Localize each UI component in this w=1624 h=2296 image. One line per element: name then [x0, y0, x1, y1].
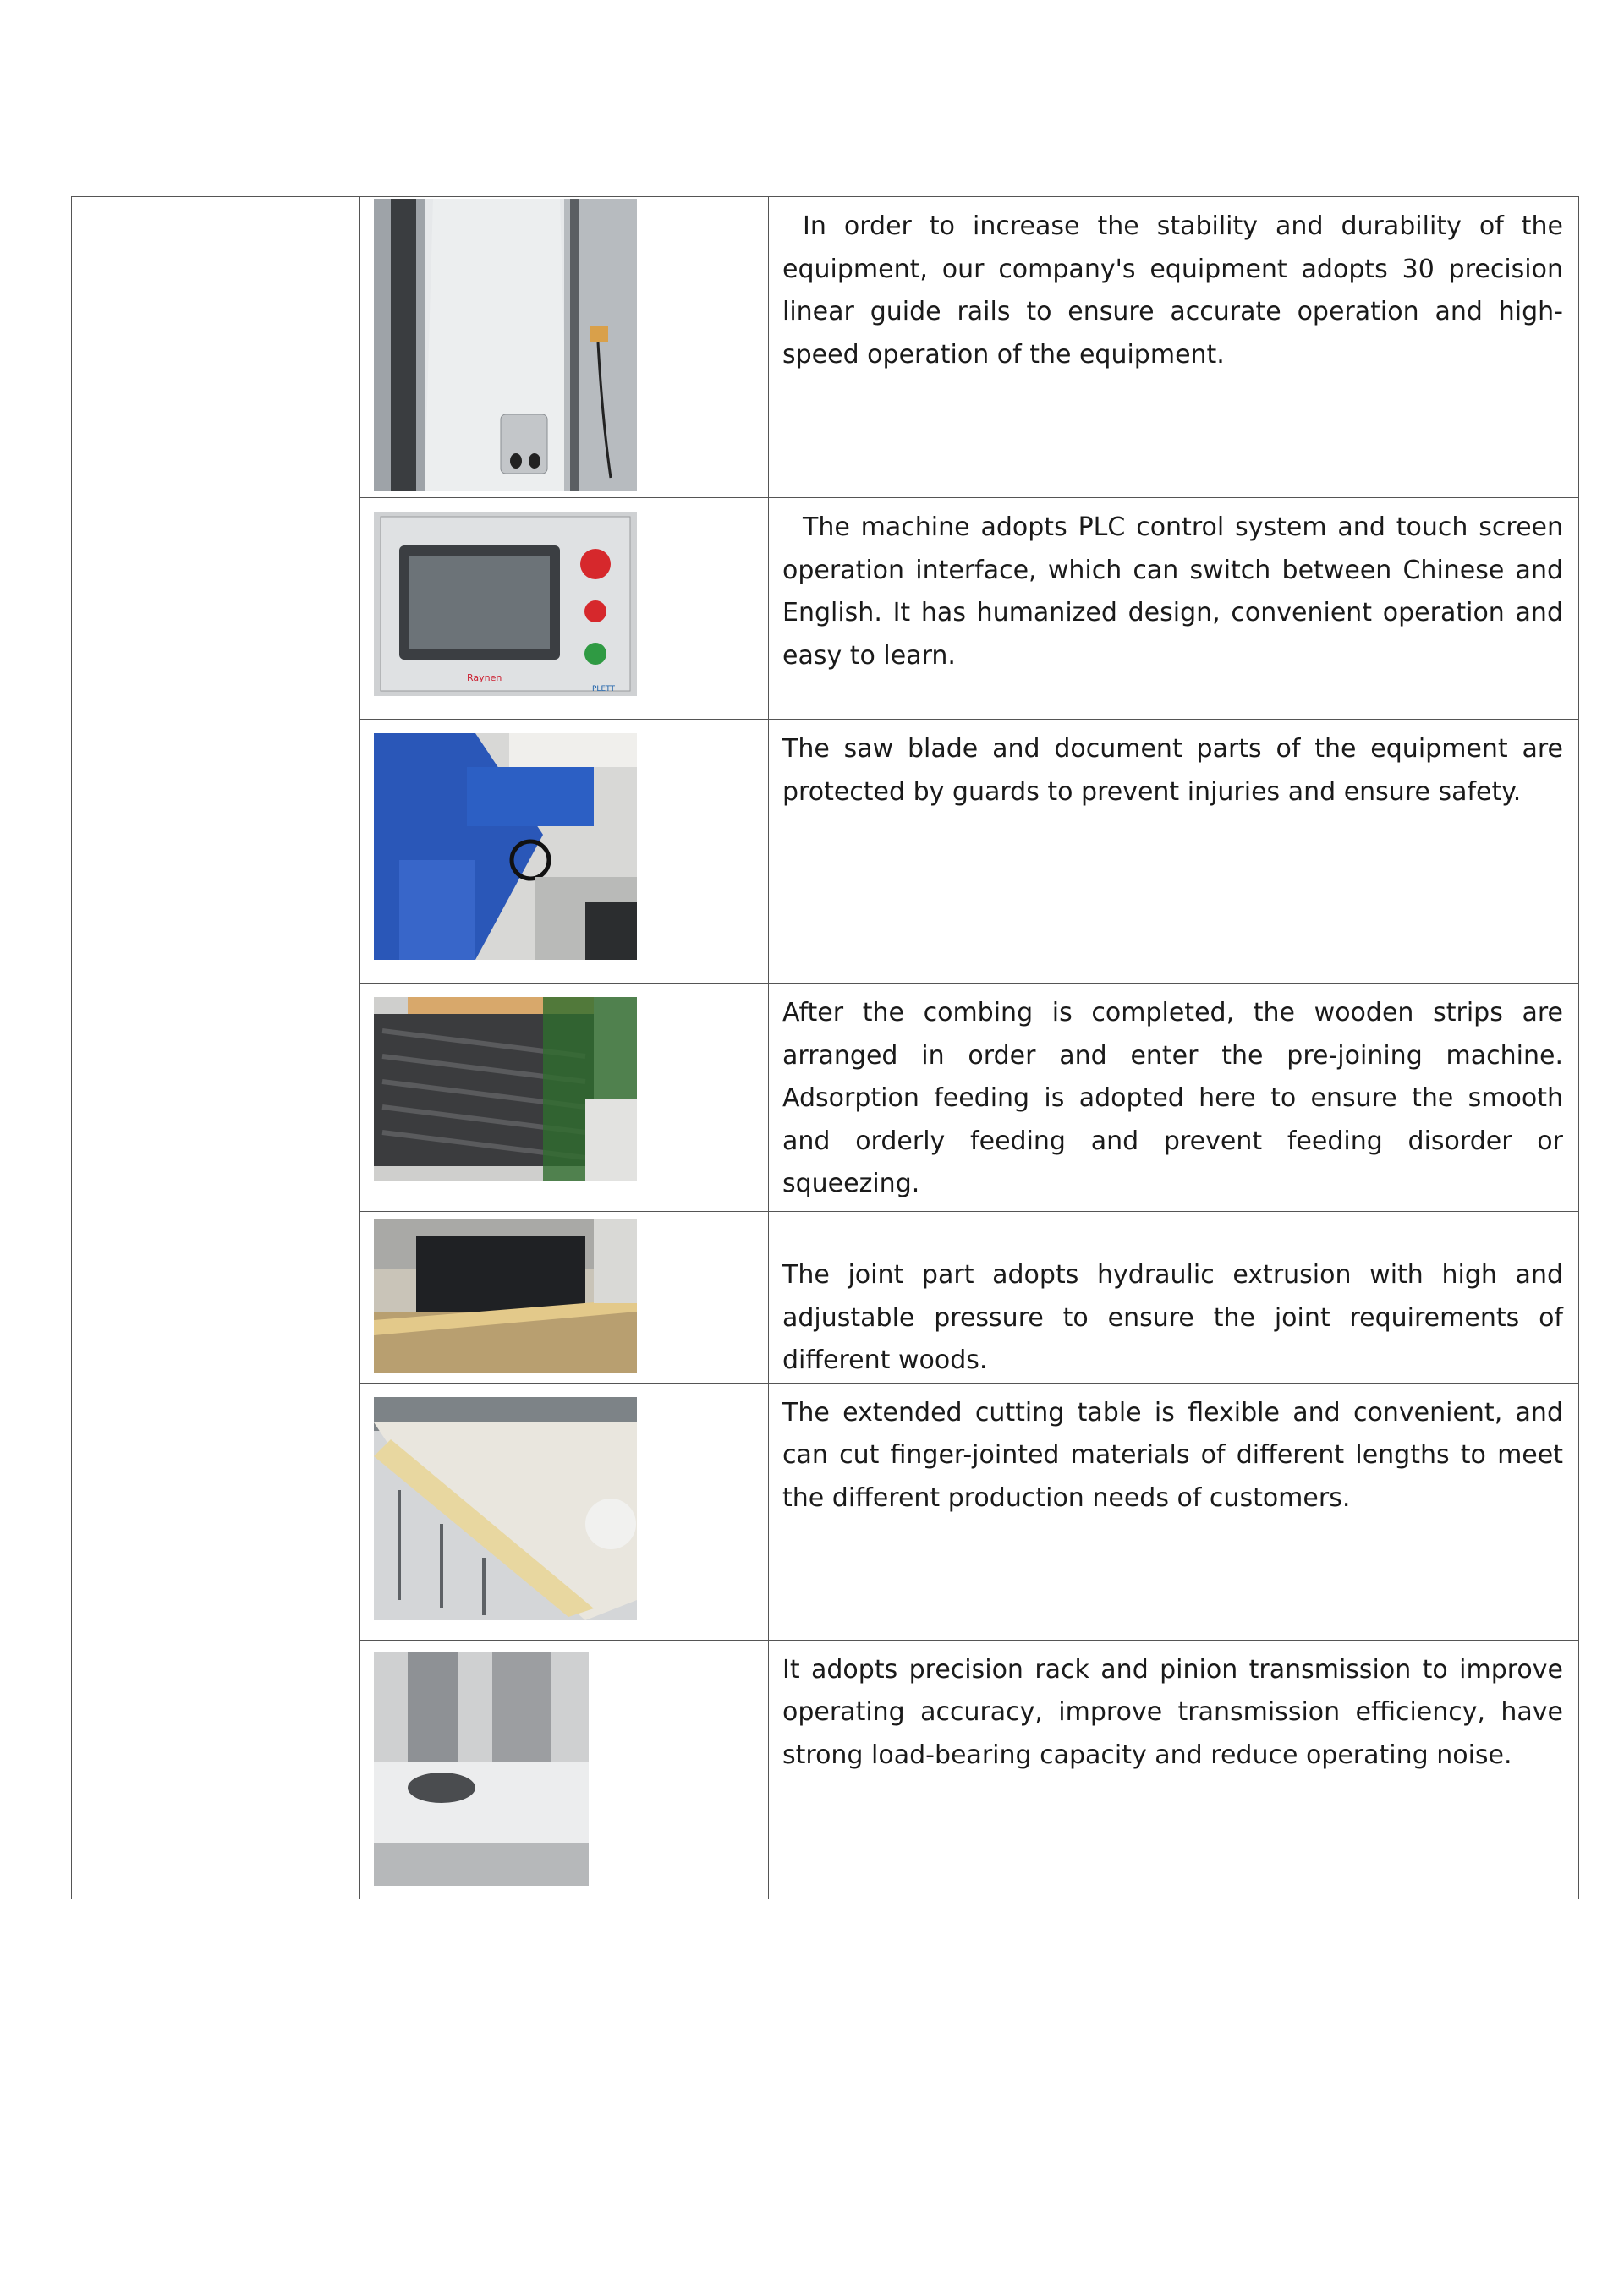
adsorption-feeding-photo — [374, 997, 637, 1181]
photo-cell — [360, 1212, 769, 1384]
rack-pinion-photo — [374, 1652, 589, 1886]
empty-category-cell — [72, 197, 360, 1899]
description-cell — [769, 498, 1579, 720]
feature-table — [71, 196, 1579, 1899]
table-row — [72, 197, 1579, 498]
feature-description: In order to increase the stability and durability of the equipment, our company's equipment adopts 30 precision linear guide rails to ensure accurate operation and high-speed operation of the equipment. — [782, 211, 1563, 370]
feature-description: The joint part adopts hydraulic extrusion with high and adjustable pressure to ensure the joint requirements of different woods. — [782, 1260, 1563, 1375]
linear-guide-rail-photo — [374, 199, 637, 491]
photo-cell — [360, 984, 769, 1212]
photo-cell — [360, 197, 769, 498]
description-cell — [769, 1212, 1579, 1384]
feature-description: After the combing is completed, the wooden strips are arranged in order and enter the pre-joining machine. Adsorption feeding is adopted here to ensure the smooth and orderly feeding and prevent feeding disorder or squeezing. — [782, 998, 1563, 1198]
plc-touch-screen-photo — [374, 512, 637, 696]
feature-description: The machine adopts PLC control system and touch screen operation interface, which can switch between Chinese and English. It has humanized design, convenient operation and easy to learn. — [782, 512, 1563, 671]
description-cell — [769, 197, 1579, 498]
feature-description: It adopts precision rack and pinion transmission to improve operating accuracy, improve transmission efficiency, have strong load-bearing capacity and reduce operating noise. — [782, 1654, 1563, 1770]
description-cell — [769, 984, 1579, 1212]
photo-cell — [360, 1640, 769, 1899]
hydraulic-joint-photo — [374, 1219, 637, 1373]
feature-description: The extended cutting table is flexible and convenient, and can cut finger-jointed materials of different lengths to meet the different production needs of customers. — [782, 1397, 1563, 1513]
feature-description: The saw blade and document parts of the equipment are protected by guards to prevent injuries and ensure safety. — [782, 734, 1563, 807]
saw-blade-guard-photo — [374, 733, 637, 960]
description-cell — [769, 1640, 1579, 1899]
cutting-table-photo — [374, 1397, 637, 1620]
photo-cell — [360, 498, 769, 720]
panel-badge-label: PLETT — [592, 685, 615, 693]
description-cell — [769, 1383, 1579, 1640]
screen-brand-label: Raynen — [467, 672, 502, 683]
photo-cell — [360, 1383, 769, 1640]
description-cell — [769, 720, 1579, 984]
photo-cell — [360, 720, 769, 984]
